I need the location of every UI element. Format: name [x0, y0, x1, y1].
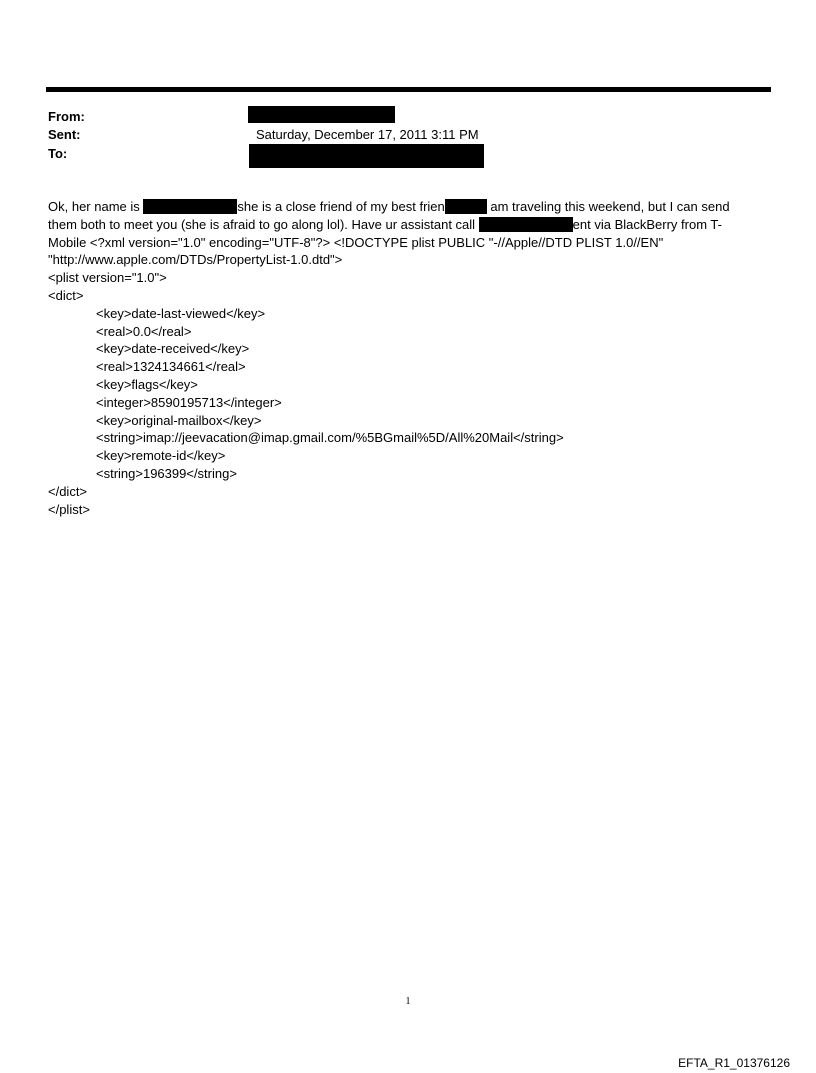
plist-close: </plist>: [48, 501, 90, 517]
plist-line: <real>0.0</real>: [96, 323, 192, 339]
body-line-1: Ok, her name is she is a close friend of my best frien am traveling this weekend, but I can send: [48, 199, 730, 214]
body-line-4: "http://www.apple.com/DTDs/PropertyList-1.0.dtd">: [48, 252, 343, 268]
sent-label: Sent:: [48, 127, 81, 142]
body-line-2: them both to meet you (she is afraid to go along lol). Have ur assistant call ent via BlackBerry from T-: [48, 216, 722, 232]
body-line-3: Mobile <?xml version="1.0" encoding="UTF-8"?> <!DOCTYPE plist PUBLIC "-//Apple//DTD PLIST 1.0//EN": [48, 234, 664, 250]
from-label: From:: [48, 109, 85, 124]
plist-line: <real>1324134661</real>: [96, 359, 246, 375]
plist-line: <key>remote-id</key>: [96, 448, 226, 464]
plist-line: <integer>8590195713</integer>: [96, 394, 282, 410]
redacted-to: [249, 144, 484, 168]
email-body: [48, 198, 768, 518]
plist-open: <plist version="1.0">: [48, 270, 167, 286]
redacted-assistant: [479, 217, 573, 232]
plist-line: <key>flags</key>: [96, 376, 198, 392]
page-number: 1: [405, 996, 411, 1007]
plist-line: <string>196399</string>: [96, 465, 237, 481]
dict-close: </dict>: [48, 483, 88, 499]
redacted-name: [143, 199, 237, 214]
redacted-friend: [445, 199, 487, 214]
sent-value: Saturday, December 17, 2011 3:11 PM: [256, 127, 479, 142]
to-label: To:: [48, 146, 68, 161]
redacted-from: [248, 106, 395, 123]
header-rule: [46, 87, 771, 92]
plist-line: <key>date-received</key>: [96, 341, 250, 357]
plist-line: <string>imap://jeevacation@imap.gmail.com/%5BGmail%5D/All%20Mail</string>: [96, 430, 564, 446]
dict-open: <dict>: [48, 287, 84, 303]
document-id: EFTA_R1_01376126: [678, 1056, 790, 1070]
plist-line: <key>date-last-viewed</key>: [96, 305, 266, 321]
plist-line: <key>original-mailbox</key>: [96, 412, 262, 428]
